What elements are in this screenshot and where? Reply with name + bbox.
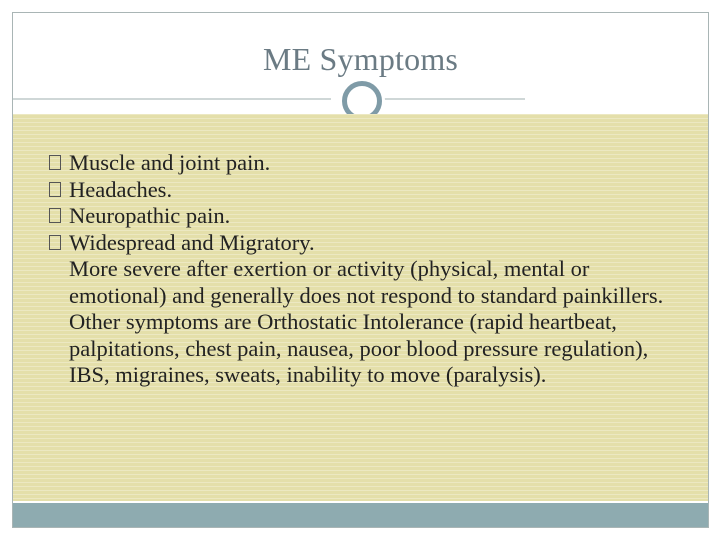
content-area (13, 114, 708, 501)
missing-glyph-box-icon (49, 155, 61, 170)
paragraph: Other symptoms are Orthostatic Intolerance (rapid heartbeat, palpitations, chest pain, nausea, poor blood pressure regulation), IBS, migraines, sweats, inability to move (paralysis). (69, 309, 649, 387)
bottom-bar (13, 503, 708, 528)
slide (12, 12, 709, 528)
missing-glyph-box-icon (49, 182, 61, 197)
slide-title: ME Symptoms (262, 41, 459, 77)
bullet-item (49, 150, 679, 177)
slide-content (49, 150, 679, 389)
bullet-item (49, 203, 679, 230)
bullet-text: Headaches. (69, 176, 173, 202)
bullet-text: Muscle and joint pain. (69, 150, 271, 175)
bullet-item (49, 177, 679, 204)
bullet-item (49, 230, 679, 257)
missing-glyph-box-icon (49, 235, 61, 250)
missing-glyph-box-icon (49, 208, 61, 223)
bullet-text: Neuropathic pain. (69, 203, 231, 228)
title-area (13, 13, 708, 113)
title-divider-left (13, 98, 331, 100)
title-divider-right (383, 98, 525, 100)
paragraph: More severe after exertion or activity (physical, mental or emotional) and generally does not respond to standard painkillers. (69, 256, 664, 308)
bullet-text: Widespread and Migratory. (69, 229, 315, 255)
